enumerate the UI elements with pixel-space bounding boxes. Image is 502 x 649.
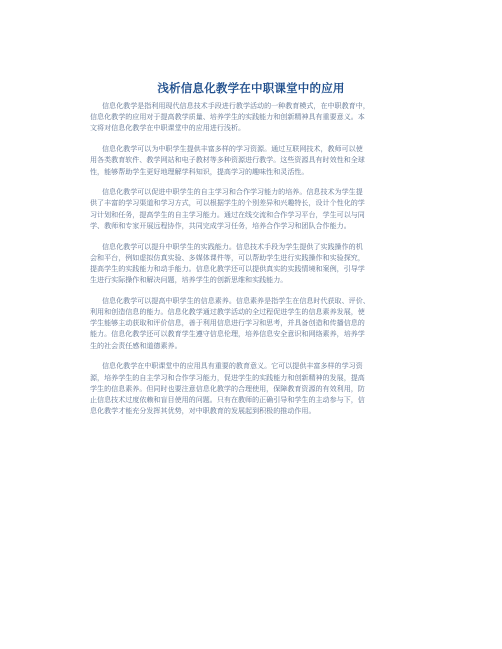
paragraph-line: 利用和创造信息的能力。信息化教学通过教学活动的全过程促进学生的信息素养发展，使 [90,307,365,317]
paragraph-line: 信息化教学在中职课堂中的应用具有重要的教育意义。它可以提供丰富多样的学习资 [102,361,363,371]
paragraph-line: 文将对信息化教学在中职课堂中的应用进行浅析。 [90,123,246,133]
paragraph-line: 提高学生的实践能力和动手能力。信息化教学还可以提供真实的实践情境和案例，引导学 [90,263,365,273]
paragraph-line: 生的社会责任感和道德素养。 [90,340,182,350]
paragraph-line: 供了丰富的学习渠道和学习方式，可以根据学生的个别差异和兴趣特长，设计个性化的学 [90,198,365,208]
paragraph-line: 习计划和任务，提高学生的自主学习能力。通过在线交流和合作学习平台，学生可以与同 [90,209,365,219]
paragraph-line: 信息化教学可以提高中职学生的信息素养。信息素养是指学生在信息时代获取、评价、 [102,295,370,305]
paragraph [90,295,411,351]
paragraph-line: 学、教师和专家开展远程协作，共同完成学习任务，培养合作学习和团队合作能力。 [90,220,351,230]
document-title: 浅析信息化教学在中职课堂中的应用 [157,81,345,95]
paragraph-line: 源，培养学生的自主学习和合作学习能力，促进学生的实践能力和创新精神的发展，提高 [90,372,365,382]
paragraph-line: 信息化教学可以为中职学生提供丰富多样的学习资源。通过互联网技术，教师可以使 [102,144,363,154]
paragraph-line: 会和平台，例如虚拟仿真实验、多媒体课件等，可以帮助学生进行实践操作和实验探究， [90,252,365,262]
paragraph-line: 用各类教育软件、教学网站和电子教材等多种资源进行教学。这些资源具有时效性和全球 [90,155,365,165]
paragraph-line: 能力。信息化教学还可以教育学生遵守信息伦理，培养信息安全意识和网络素养，培养学 [90,329,365,339]
paragraph-line: 性，能够帮助学生更好地理解学科知识，提高学习的趣味性和灵活性。 [90,166,309,176]
paragraph-line: 信息化教学是指利用现代信息技术手段进行教学活动的一种教育模式，在中职教育中， [102,101,370,110]
document-body [90,100,411,426]
paragraph-line: 信息化教学可以提升中职学生的实践能力。信息技术手段为学生提供了实践操作的机 [102,241,363,251]
paragraph [90,186,411,231]
paragraph-line: 生进行实际操作和解决问题，培养学生的创新思维和实践能力。 [90,275,288,285]
paragraph-line: 息化教学才能充分发挥其优势，对中职教育的发展起到积极的推动作用。 [90,406,316,416]
paragraph [90,360,411,416]
paragraph [90,241,411,286]
paragraph-line: 止信息技术过度依赖和盲目使用的问题。只有在教师的正确引导和学生的主动参与下，信 [90,394,365,404]
paragraph-line: 信息化教学可以促进中职学生的自主学习和合作学习能力的培养。信息技术为学生提 [102,187,363,197]
paragraph-line: 学生的信息素养。但同时也要注意信息化教学的合理使用，保障教育资源的有效利用，防 [90,383,365,393]
paragraph-line: 信息化教学的应用对于提高教学质量、培养学生的实践能力和创新精神具有重要意义。本 [90,112,365,122]
paragraph [90,143,411,177]
paragraph [90,100,411,134]
paragraph-line: 学生能够主动获取和评价信息，善于利用信息进行学习和思考，并具备创造和传播信息的 [90,318,365,328]
